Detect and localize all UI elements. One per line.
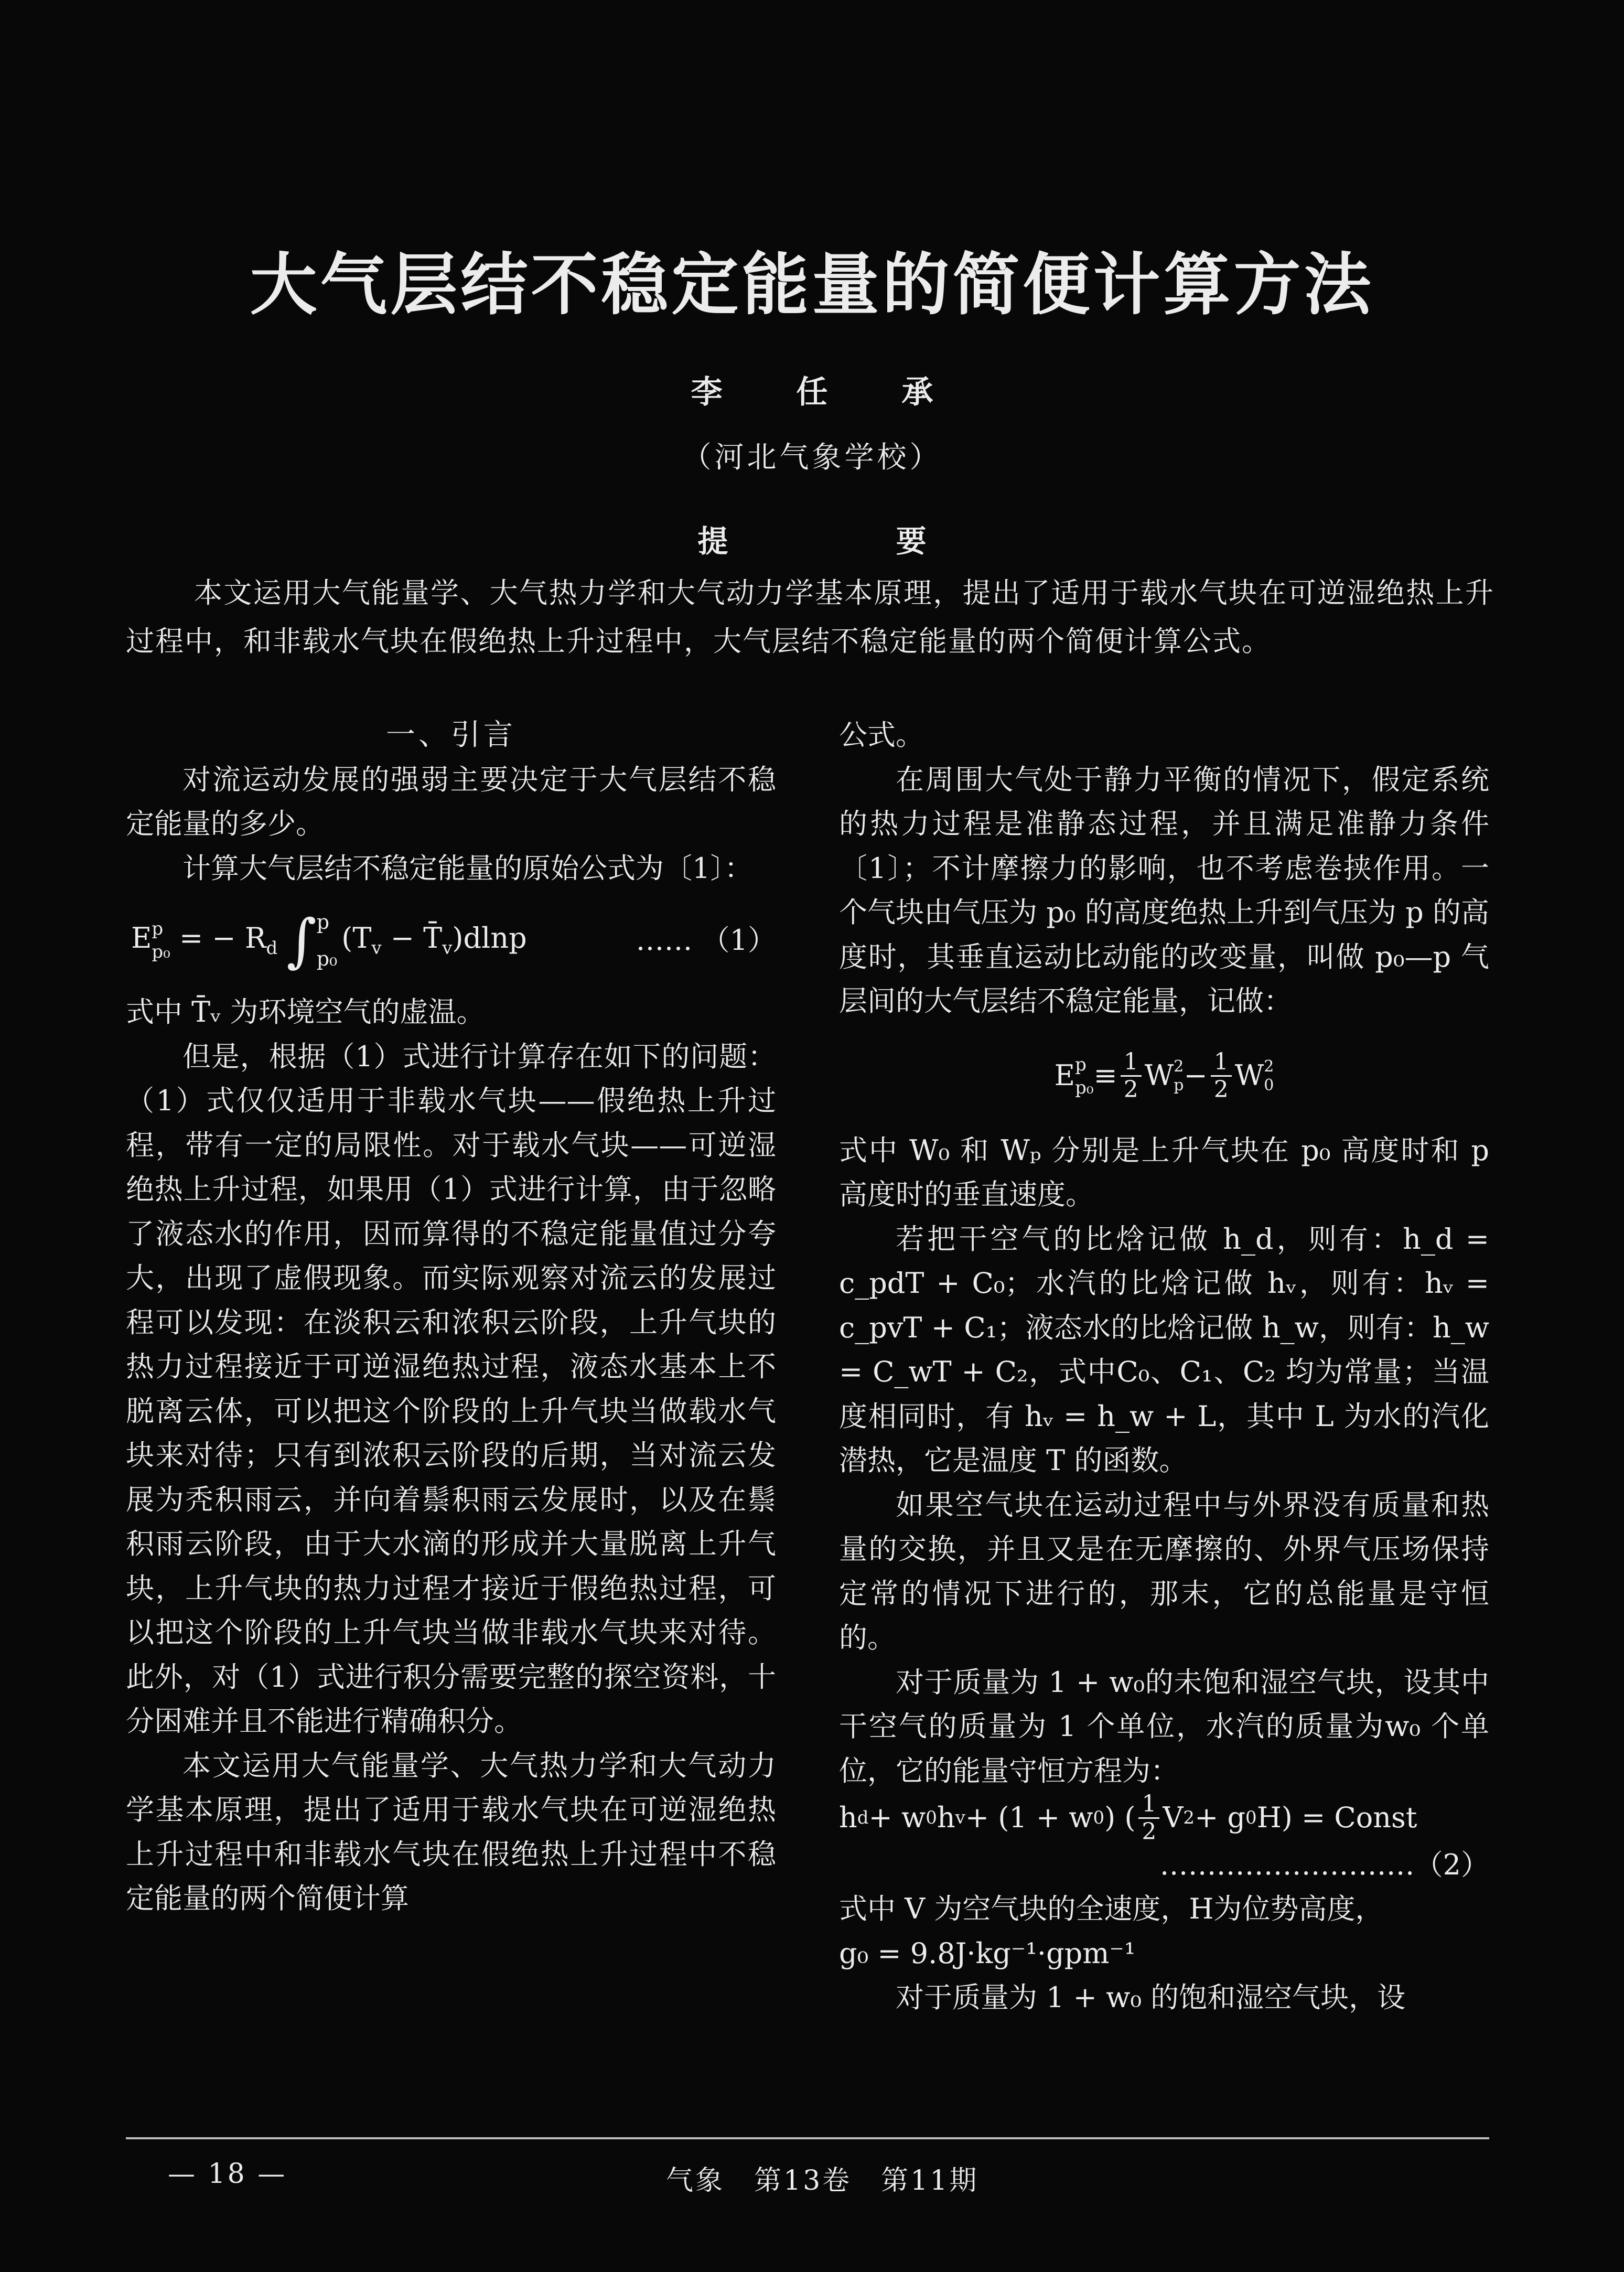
equation-1-body: E p p₀ = − $R_d$ ∫ p p₀ ($T_v$ − $T̄_v)dlnp$ — [131, 907, 527, 974]
paragraph: 式中 T̄ᵥ 为环境空气的虚温。 — [126, 995, 485, 1028]
fraction: $\frac{1}{2}$ — [1211, 1049, 1232, 1103]
author-affiliation: （河北气象学校） — [682, 441, 942, 475]
journal-info: 气象 第13卷 第11期 — [666, 2165, 979, 2196]
left-column — [126, 713, 776, 1921]
paragraph: 式中 V 为空气块的全速度，H为位势高度， — [839, 1892, 1384, 1925]
page-number: — 18 — — [168, 2158, 287, 2190]
paragraph: 但是，根据（1）式进行计算存在如下的问题：（1）式仅仅适用于非载水气块——假绝热上升过程，带有一定的局限性。对于载水气块——可逆湿绝热上升过程，如果用（1）式进行计算，由于忽略了液态水的作用，因而算得的不稳定能量值过分夸大，出现了虚假现象。而实际观察对流云的发展过程可以发现：在淡积云和浓积云阶段，上升气块的热力过程接近于可逆湿绝热过程，液态水基本上不脱离云体，可以把这个阶段的上升气块当做载水气块来对待；只有到浓积云阶段的后期，当对流云发展为秃积雨云，并向着鬃积雨云发展时，以及在鬃积雨云阶段，由于大水滴的形成并大量脱离上升气块，上升气块的热力过程才接近于假绝热过程，可以把这个阶段的上升气块当做非载水气块来对待。此外，对（1）式进行积分需要完整的探空资料，十分困难并且不能进行精确积分。 — [126, 1039, 776, 1738]
abstract-text: 本文运用大气能量学、大气热力学和大气动力学基本原理，提出了适用于载水气块在可逆湿绝热上升过程中，和非载水气块在假绝热上升过程中，大气层结不稳定能量的两个简便计算公式。 — [126, 576, 1494, 658]
section-heading-introduction: 一、引言 — [386, 718, 516, 752]
paragraph: 对于质量为 1 + w₀ 的饱和湿空气块，设 — [896, 1981, 1406, 2014]
paragraph: 计算大气层结不稳定能量的原始公式为〔1〕： — [182, 851, 753, 885]
integral-sign: ∫ — [286, 907, 317, 974]
equation-number: …… （1） — [636, 923, 776, 957]
equation-energy-definition: E p p₀ ≡ $\frac{1}{2}$ W 2 p − $\frac{1}{2}$ W 2 0 — [1054, 1048, 1274, 1103]
paragraph: 在周围大气处于静力平衡的情况下，假定系统的热力过程是准静态过程，并且满足准静力条件〔1〕；不计摩擦力的影响，也不考虑卷挟作用。一个气块由气压为 p₀ 的高度绝热上升到气压为 p 的高度时，其垂直运动比动能的改变量，叫做 p₀—p 气层间的大气层结不稳定能量，记做： — [839, 763, 1489, 1017]
footer-divider — [126, 2137, 1489, 2139]
equation-1 — [126, 891, 776, 990]
paragraph: 对流运动发展的强弱主要决定于大气层结不稳定能量的多少。 — [126, 763, 776, 840]
equation-2: h d + w 0 h v + (1 + w 0 ) ( $\frac{1}{2}$ V 2 + g 0 H) = Const — [839, 1791, 1417, 1845]
paragraph: 本文运用大气能量学、大气热力学和大气动力学基本原理，提出了适用于载水气块在可逆湿绝热上升过程中和非载水气块在假绝热上升过程中不稳定能量的两个简便计算 — [126, 1749, 776, 1915]
paragraph: 对于质量为 1 + w₀的未饱和湿空气块，设其中干空气的质量为 1 个单位，水汽的质量为w₀ 个单位，它的能量守恒方程为： — [839, 1665, 1489, 1787]
abstract-heading: 提 要 — [697, 523, 1005, 559]
paragraph: 如果空气块在运动过程中与外界没有质量和热量的交换，并且又是在无摩擦的、外界气压场保持定常的情况下进行的，那末，它的总能量是守恒的。 — [839, 1488, 1489, 1654]
right-column — [839, 713, 1489, 2020]
paragraph: 公式。 — [839, 719, 924, 752]
page-title: 大气层结不稳定能量的简便计算方法 — [250, 245, 1374, 324]
fraction: $\frac{1}{2}$ — [1121, 1049, 1142, 1103]
fraction: $\frac{1}{2}$ — [1138, 1791, 1159, 1845]
author-name: 李 任 承 — [691, 374, 965, 411]
paragraph: 若把干空气的比焓记做 h_d，则有：h_d = c_pdT + C₀；水汽的比焓记做 hᵥ，则有：hᵥ = c_pvT + C₁；液态水的比焓记做 h_w，则有：h_w = C_wT + C₂，式中C₀、C₁、C₂ 均为常量；当温度相同时，有 hᵥ = h_w + L，其中 L 为水的汽化潜热，它是温度 T 的函数。 — [839, 1222, 1489, 1477]
constant-g0: g₀ = 9.8J·kg⁻¹·gpm⁻¹ — [839, 1936, 1136, 1970]
paragraph: 式中 W₀ 和 Wₚ 分别是上升气块在 p₀ 高度时和 p 高度时的垂直速度。 — [839, 1133, 1489, 1211]
equation-number: ………………………（2） — [1159, 1848, 1489, 1881]
